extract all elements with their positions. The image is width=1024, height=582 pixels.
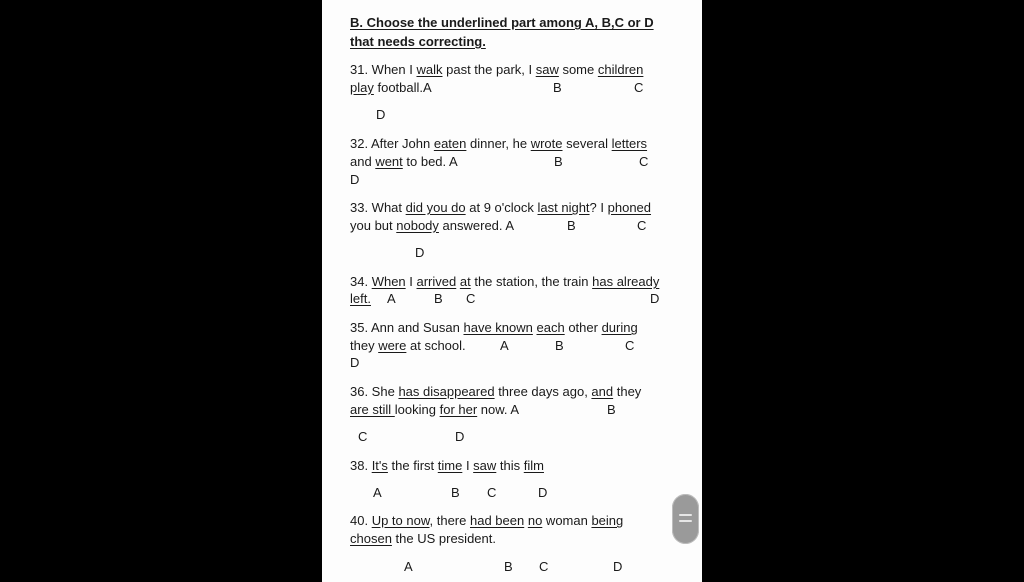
question-33-label-c: C: [637, 218, 647, 233]
question-32-label-c: C: [639, 154, 649, 169]
question-38-line-1: 38. It's the first time I saw this film: [350, 458, 544, 473]
question-32-line-1: 32. After John eaten dinner, he wrote several letters: [350, 136, 648, 151]
question-31-label-b: B: [553, 80, 562, 95]
question-34-label-d: D: [650, 291, 660, 306]
question-36-label-c: C: [358, 429, 368, 444]
question-40-label-d: D: [613, 559, 623, 574]
heading-line-2: that needs correcting.: [350, 34, 486, 49]
drag-handle-bar-icon: [679, 514, 692, 516]
question-35-line-1: 35. Ann and Susan have known each other during: [350, 320, 638, 335]
question-31-label-c: C: [634, 80, 644, 95]
question-35-label-c: C: [625, 338, 635, 353]
question-40-line-2: chosen the US president.: [350, 531, 496, 546]
question-35-label-b: B: [555, 338, 564, 353]
question-33-line-2: you but nobody answered. A: [350, 218, 515, 233]
heading-line-1: B. Choose the underlined part among A, B,C or D: [350, 15, 654, 30]
question-33-line-1: 33. What did you do at 9 o'clock last night? I phoned: [350, 200, 652, 215]
question-33-label-d: D: [415, 245, 425, 260]
question-36-line-1: 36. She has disappeared three days ago, and they: [350, 384, 642, 399]
drag-handle-bar-icon: [679, 520, 692, 522]
question-31-label-d: D: [376, 107, 386, 122]
question-36-label-d: D: [455, 429, 465, 444]
question-31-line-1: 31. When I walk past the park, I saw some children: [350, 62, 644, 77]
question-32-label-d: D: [350, 172, 360, 187]
drag-handle[interactable]: [672, 494, 699, 544]
question-38-label-a: A: [373, 485, 382, 500]
question-35-label-d: D: [350, 355, 360, 370]
worksheet-page: [322, 0, 702, 582]
question-35-label-a: A: [500, 338, 509, 353]
question-34-label-a: A: [387, 291, 396, 306]
question-35-line-2: they were at school.: [350, 338, 466, 353]
question-31-line-2: play football.A: [350, 80, 432, 95]
question-34-line-1: 34. When I arrived at the station, the train has already: [350, 274, 660, 289]
question-34-label-c: C: [466, 291, 476, 306]
question-34-label-b: B: [434, 291, 443, 306]
question-38-label-c: C: [487, 485, 497, 500]
question-36-label-b: B: [607, 402, 616, 417]
question-40-label-a: A: [404, 559, 413, 574]
question-33-label-b: B: [567, 218, 576, 233]
question-38-label-d: D: [538, 485, 548, 500]
question-40-label-c: C: [539, 559, 549, 574]
question-34-line-2: left.: [350, 291, 371, 306]
question-36-line-2: are still looking for her now. A: [350, 402, 520, 417]
question-38-label-b: B: [451, 485, 460, 500]
question-32-line-2: and went to bed. A: [350, 154, 458, 169]
question-40-label-b: B: [504, 559, 513, 574]
question-32-label-b: B: [554, 154, 563, 169]
question-40-line-1: 40. Up to now, there had been no woman being: [350, 513, 624, 528]
